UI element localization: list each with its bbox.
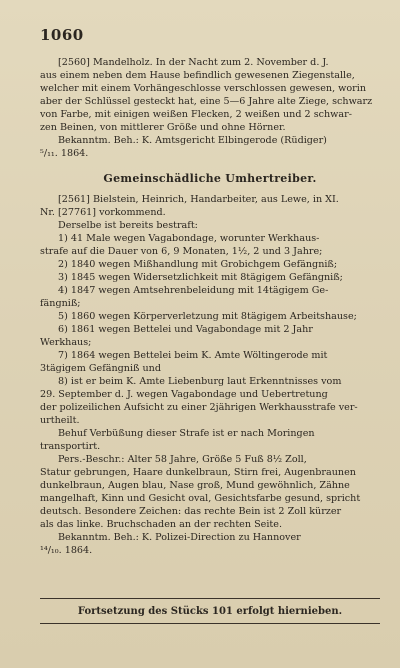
entry-line: 1) 41 Male wegen Vagabondage, worunter Werkhaus-: [58, 233, 320, 244]
footer-rule-top: [40, 598, 380, 599]
continuation-note: Fortsetzung des Stücks 101 erfolgt hiernieben.: [77, 606, 343, 617]
entry-2561: [40, 193, 380, 557]
footer-rule-bottom: [40, 623, 380, 624]
entry-line: urtheilt.: [40, 415, 80, 426]
entry-line: der polizeilichen Aufsicht zu einer 2jährigen Werkhausstrafe ver-: [40, 402, 358, 413]
entry-line: Statur gebrungen, Haare dunkelbraun, Stirn frei, Augenbraunen: [40, 467, 356, 478]
entry-line: 8) ist er beim K. Amte Liebenburg laut Erkenntnisses vom: [58, 376, 342, 387]
entry-line: ⁵/₁₁. 1864.: [40, 148, 89, 159]
entry-line: 7) 1864 wegen Bettelei beim K. Amte Wöltingerode mit: [58, 350, 328, 361]
entry-line: Werkhaus;: [40, 337, 92, 348]
entry-2560: [40, 56, 380, 160]
entry-line: Derselbe ist bereits bestraft:: [58, 220, 198, 231]
entry-line: Pers.-Beschr.: Alter 58 Jahre, Größe 5 Fuß 8½ Zoll,: [58, 454, 307, 465]
entry-line: aus einem neben dem Hause befindlich gewesenen Ziegenstalle,: [40, 70, 355, 81]
entry-line: welcher mit einem Vorhängeschlosse verschlossen gewesen, worin: [40, 83, 367, 94]
entry-line: aber der Schlüssel gesteckt hat, eine 5—6 Jahre alte Ziege, schwarz: [40, 96, 373, 107]
entry-line: deutsch. Besondere Zeichen: das rechte Bein ist 2 Zoll kürzer: [40, 506, 342, 517]
entry-line: als das linke. Bruchschaden an der rechten Seite.: [40, 519, 282, 530]
entry-line: Bekanntm. Beh.: K. Polizei-Direction zu Hannover: [58, 532, 301, 543]
entry-line: Bekanntm. Beh.: K. Amtsgericht Elbingerode (Rüdiger): [58, 135, 327, 146]
entry-line: 5) 1860 wegen Körperverletzung mit 8tägigem Arbeitshause;: [58, 311, 357, 322]
entry-line: von Farbe, mit einigen weißen Flecken, 2 weißen und 2 schwar-: [40, 109, 352, 120]
entry-line: Nr. [27761] vorkommend.: [40, 207, 166, 218]
entry-line: 3tägigem Gefängniß und: [40, 363, 161, 374]
entry-line: ¹⁴/₁₀. 1864.: [40, 545, 93, 556]
entry-line: Behuf Verbüßung dieser Strafe ist er nach Moringen: [58, 428, 315, 439]
entry-line: mangelhaft, Kinn und Gesicht oval, Gesichtsfarbe gesund, spricht: [40, 493, 361, 504]
entry-line: fängniß;: [40, 298, 81, 309]
entry-line: transportirt.: [40, 441, 101, 452]
page-number: 1060: [40, 26, 84, 44]
entry-line: [2560] Mandelholz. In der Nacht zum 2. November d. J.: [58, 57, 329, 68]
entry-line: 2) 1840 wegen Mißhandlung mit Grobichgem Gefängniß;: [58, 259, 338, 270]
entry-line: [2561] Bielstein, Heinrich, Handarbeiter, aus Lewe, in XI.: [58, 194, 339, 205]
entry-line: strafe auf die Dauer von 6, 9 Monaten, 1½, 2 und 3 Jahre;: [40, 246, 323, 257]
entry-line: 4) 1847 wegen Amtsehrenbeleidung mit 14tägigem Ge-: [58, 285, 329, 296]
entry-line: dunkelbraun, Augen blau, Nase groß, Mund gewöhnlich, Zähne: [40, 480, 350, 491]
entry-line: 29. September d. J. wegen Vagabondage und Uebertretung: [40, 389, 328, 400]
section-heading: Gemeinschädliche Umhertreiber.: [103, 172, 317, 185]
entry-line: 3) 1845 wegen Widersetzlichkeit mit 8tägigem Gefängniß;: [58, 272, 343, 283]
entry-line: 6) 1861 wegen Bettelei und Vagabondage mit 2 Jahr: [58, 324, 313, 335]
entry-line: zen Beinen, von mittlerer Größe und ohne Hörner.: [40, 122, 286, 133]
